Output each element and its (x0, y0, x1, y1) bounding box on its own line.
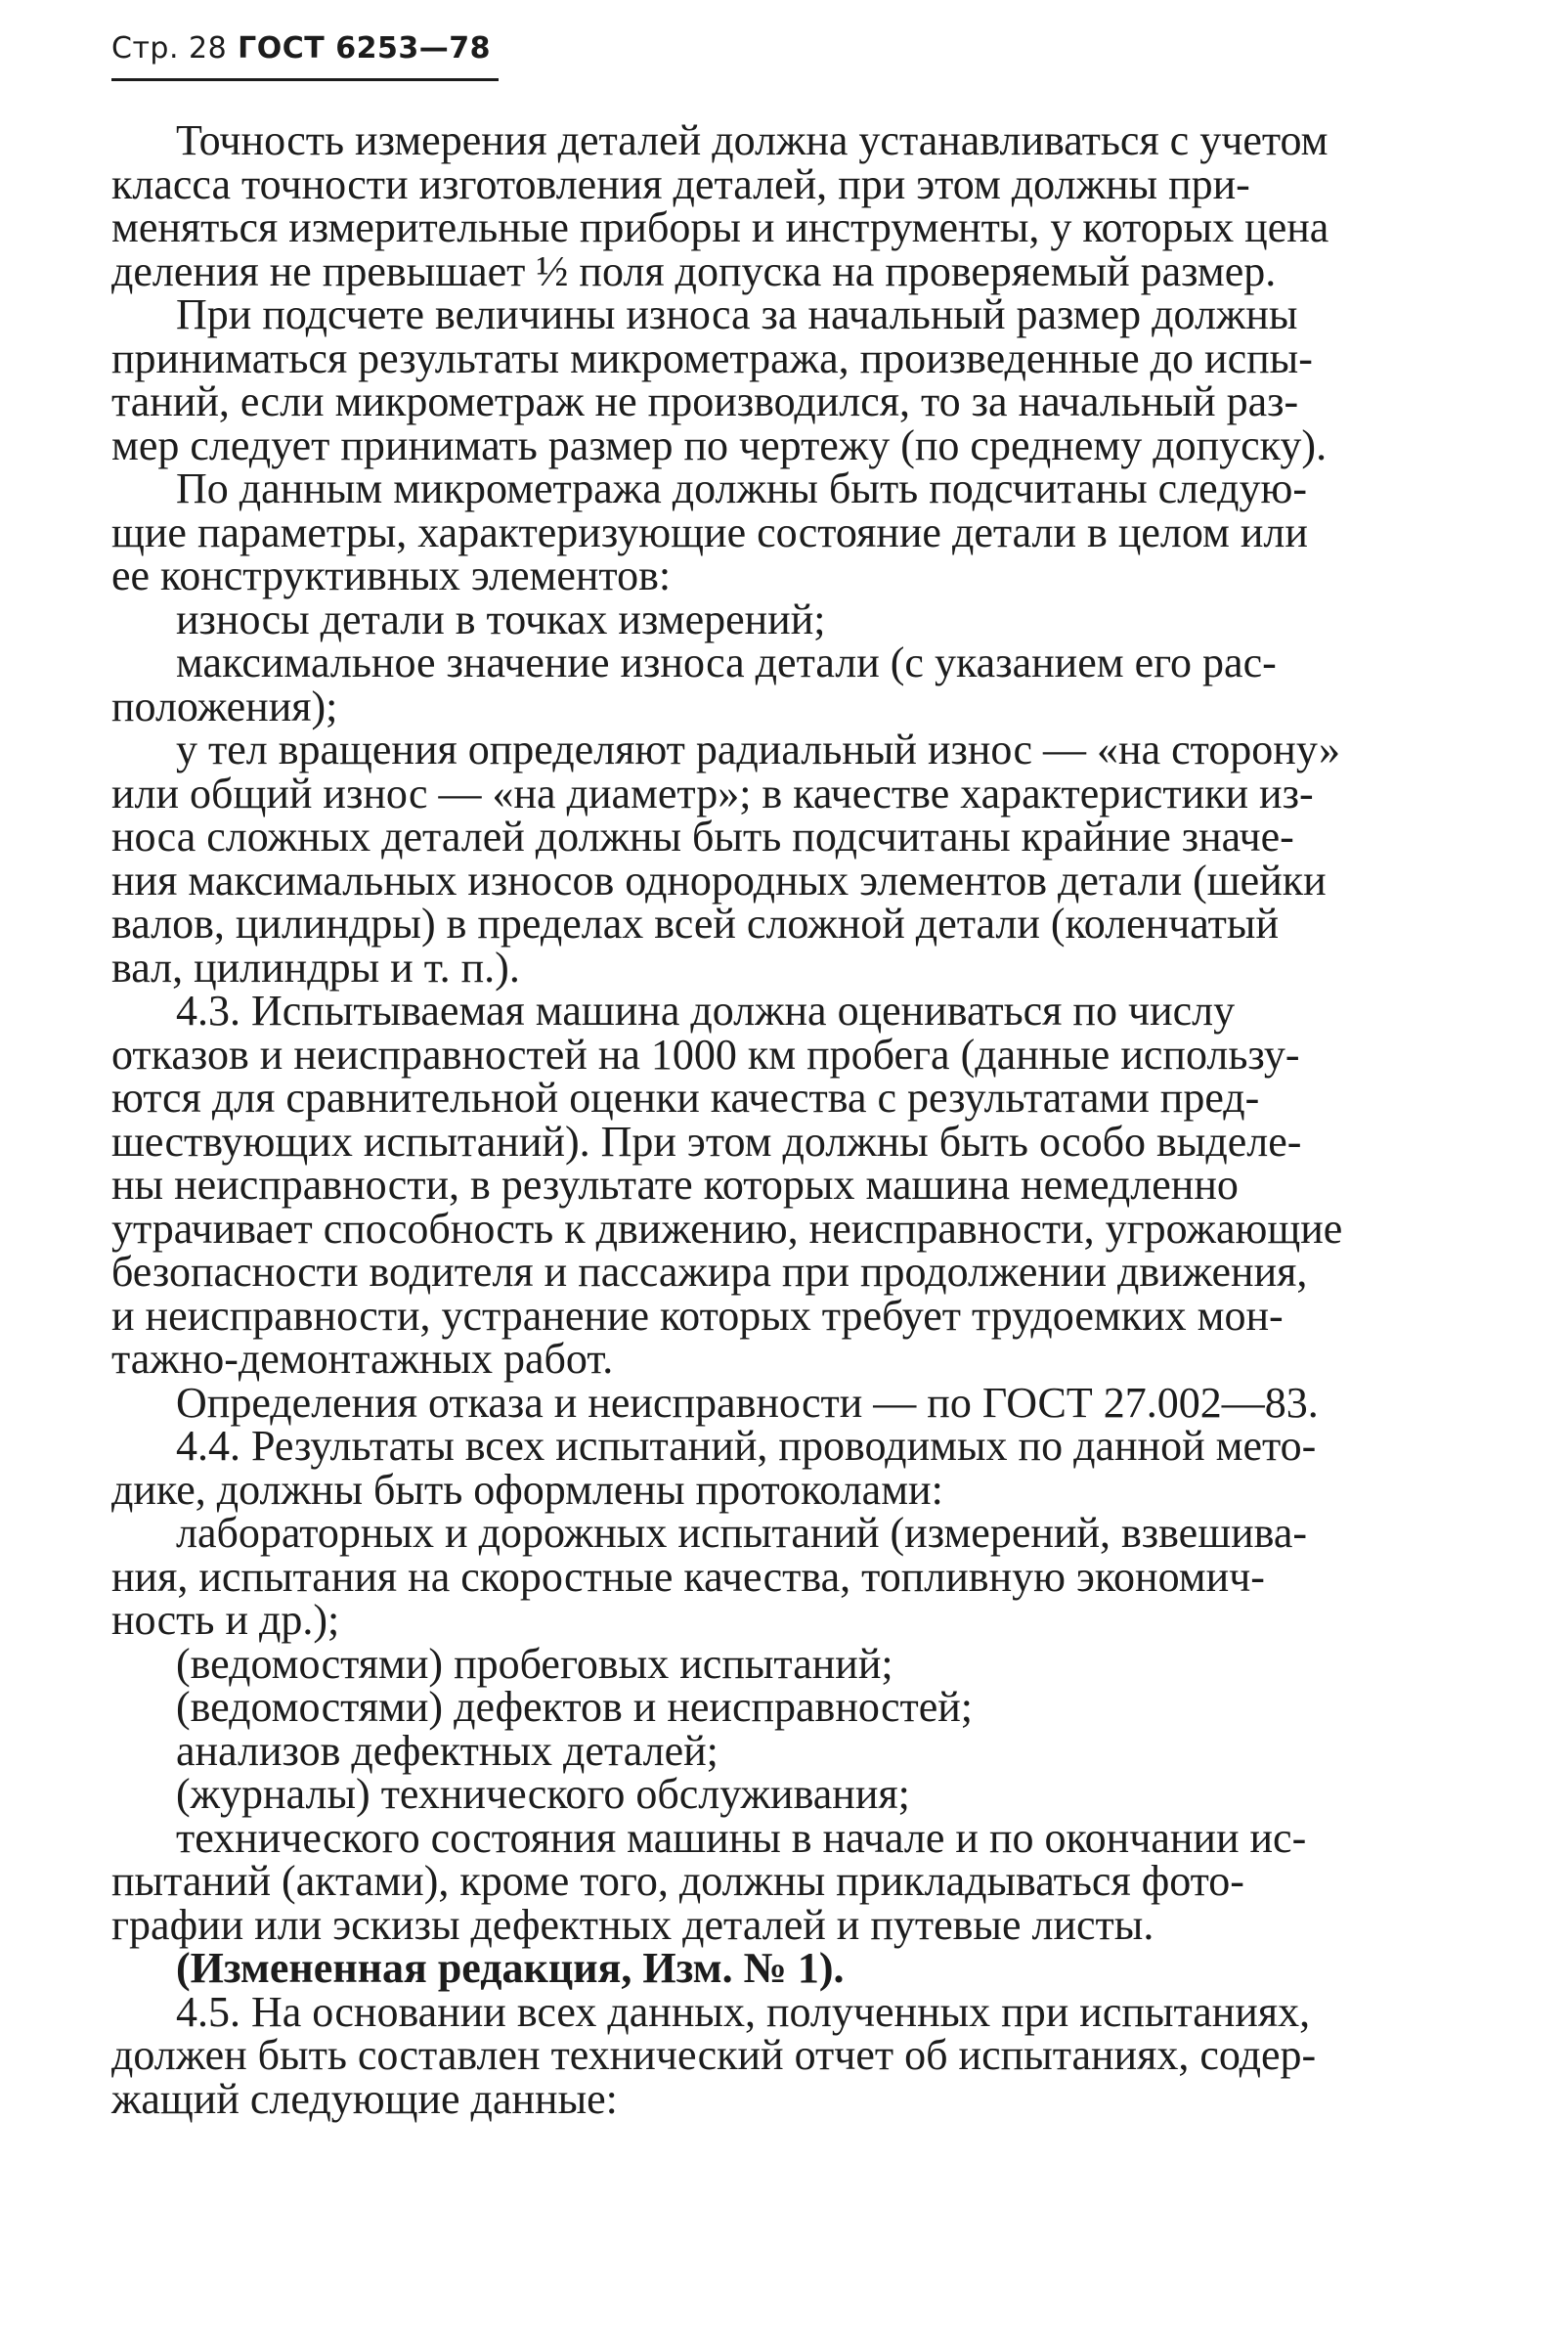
list-item-defects: (ведомостями) дефектов и неисправностей; (176, 1683, 974, 1731)
list-item-mileage-tests: (ведомостями) пробеговых испытаний; (176, 1639, 893, 1688)
paragraph-wear-calculation: При подсчете величины износа за начальный размер должны приниматься результаты микрометража, произведенные до испы- таний, если микрометраж не производился, то за начальный раз- мер следует принимать размер по чертежу (по среднему допуску). (111, 290, 1328, 469)
list-item-wear-points: износы детали в точках измерений; (176, 595, 826, 643)
list-item-max-wear: максимальное значение износа детали (с указанием его рас- положения); (111, 639, 1277, 730)
list-item-rotation-bodies: у тел вращения определяют радиальный износ — «на сторону» или общий износ — «на диаметр»; в качестве характеристики из- носа сложных деталей должны быть подсчитаны крайние значе- ния максимальных износов однородных элементов детали (шейки валов, цилиндры) в пределах всей сложной детали (коленчатый вал, цилиндры и т. п.). (111, 726, 1340, 992)
paragraph-failure-definition: Определения отказа и неисправности — по ГОСТ 27.002—83. (176, 1378, 1319, 1427)
page-header (111, 27, 491, 70)
paragraph-micrometry-parameters: По данным микрометража должны быть подсчитаны следую- щие параметры, характеризующие состояние детали в целом или ее конструктивных элементов: (111, 464, 1308, 599)
list-item-lab-road-tests: лабораторных и дорожных испытаний (измерений, взвешива- ния, испытания на скоростные качества, топливную экономич- ность и др.); (111, 1509, 1307, 1644)
paragraph-4-4: 4.4. Результаты всех испытаний, проводимых по данной мето- дике, должны быть оформлены протоколами: (111, 1422, 1317, 1514)
paragraph-4-3: 4.3. Испытываемая машина должна оцениваться по числу отказов и неисправностей на 1000 км пробега (данные использу- ются для сравнительной оценки качества с результатами пред- шествующих испытаний). При этом должны быть особо выделе- ны неисправности, в результате которых машина немедленно утрачивает способность к движению, неисправности, угрожающие безопасности водителя и пассажира при продолжении движения, и неисправности, устранение которых требует трудоемких мон- тажно-демонтажных работ. (111, 987, 1343, 1383)
paragraph-measurement-accuracy: Точность измерения деталей должна устанавливаться с учетом класса точности изготовления деталей, при этом должны при- меняться измерительные приборы и инструменты, у которых цена деления не превышает ½ поля допуска на проверяемый размер. (111, 116, 1329, 295)
header-rule (111, 78, 499, 81)
amendment-note: (Измененная редакция, Изм. № 1). (176, 1944, 845, 1992)
list-item-technical-condition: технического состояния машины в начале и по окончании ис- пытаний (актами), кроме того, должны прикладываться фото- графии или эскизы дефектных деталей и путевые листы. (111, 1813, 1307, 1949)
page-number: Стр. 28 (111, 31, 228, 66)
list-item-maintenance-logs: (журналы) технического обслуживания; (176, 1770, 910, 1818)
paragraph-4-5: 4.5. На основании всех данных, полученных при испытаниях, должен быть составлен технический отчет об испытаниях, содер- жащий следующие данные: (111, 1987, 1317, 2123)
document-body (111, 116, 1470, 2123)
standard-designation: ГОСТ 6253—78 (238, 31, 491, 66)
list-item-defect-analysis: анализов дефектных деталей; (176, 1726, 719, 1775)
